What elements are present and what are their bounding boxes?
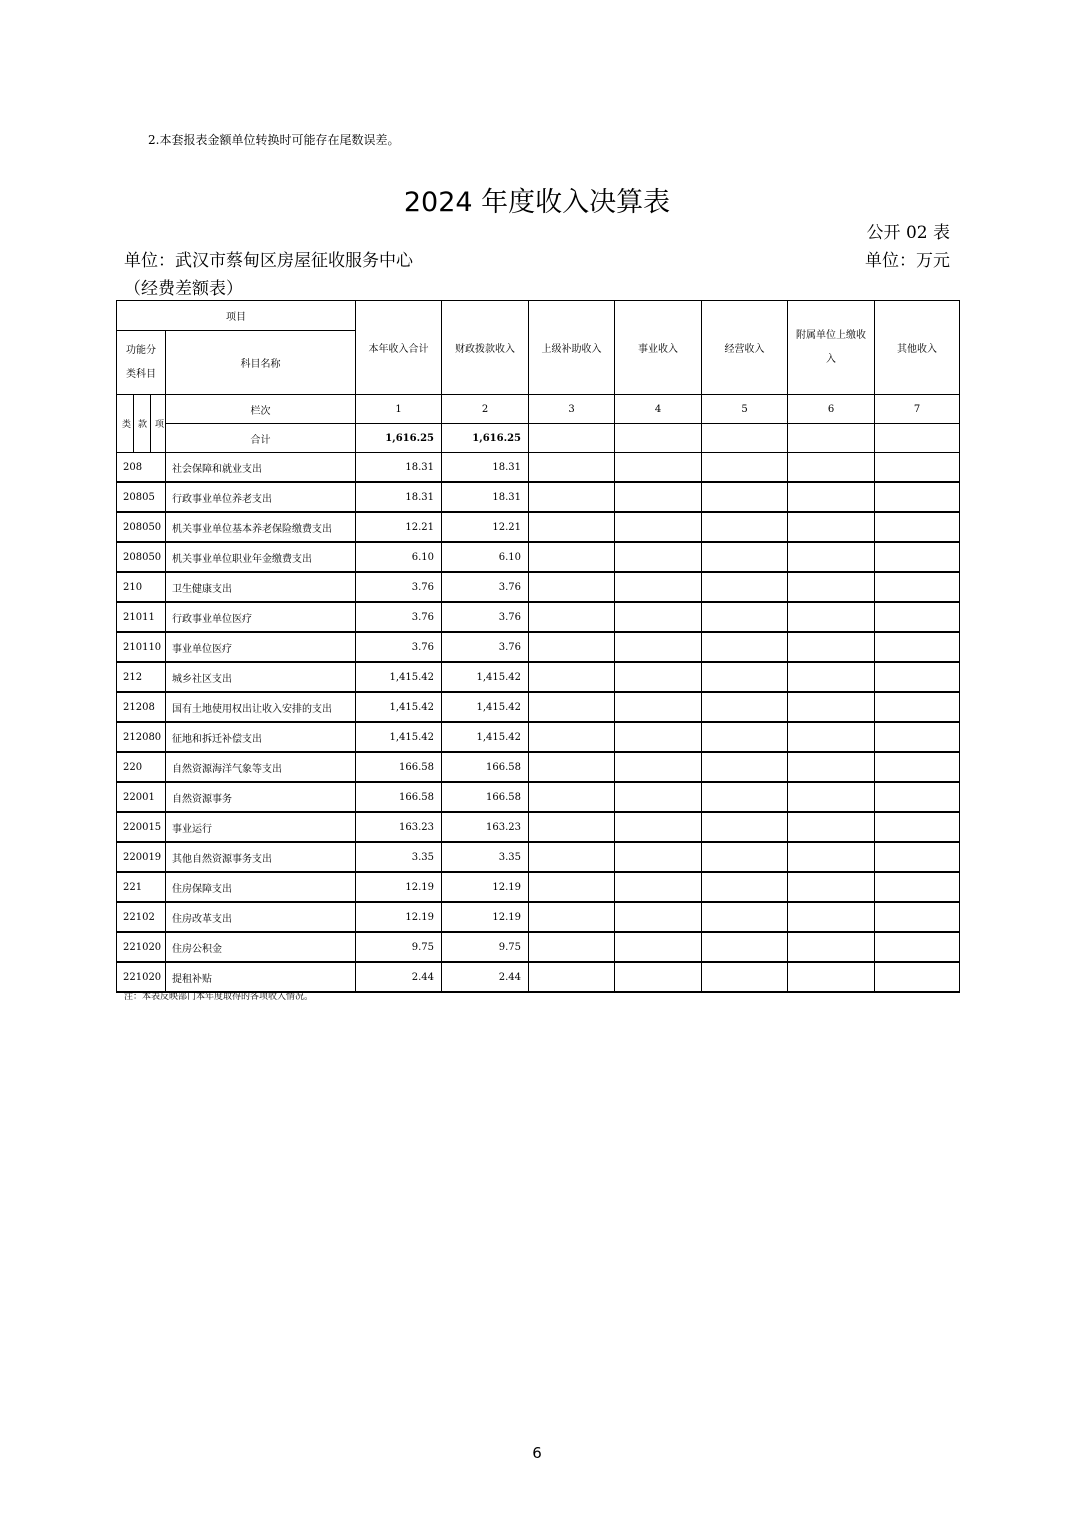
empty-cell bbox=[875, 572, 960, 602]
row-fiscal-income: 3.76 bbox=[442, 632, 529, 662]
bottom-note: 注：本表反映部门本年度取得的各项收入情况。 bbox=[124, 992, 314, 1002]
row-total-income: 12.19 bbox=[356, 872, 442, 902]
row-fiscal-income: 12.21 bbox=[442, 512, 529, 542]
empty-cell bbox=[702, 842, 788, 872]
total-label: 合计 bbox=[166, 424, 356, 453]
row-code: 221020 bbox=[117, 932, 166, 962]
empty-cell bbox=[702, 572, 788, 602]
empty-cell bbox=[875, 902, 960, 932]
header-col-total: 本年收入合计 bbox=[356, 301, 442, 395]
empty-cell bbox=[529, 632, 615, 662]
empty-cell bbox=[875, 662, 960, 692]
empty-cell bbox=[529, 872, 615, 902]
header-subject-name: 科目名称 bbox=[166, 331, 356, 395]
row-name: 其他自然资源事务支出 bbox=[166, 842, 356, 872]
empty-cell bbox=[875, 932, 960, 962]
empty-cell bbox=[788, 842, 875, 872]
header-col-affiliated-line2: 入 bbox=[826, 353, 836, 365]
row-fiscal-income: 166.58 bbox=[442, 752, 529, 782]
col-number: 6 bbox=[788, 395, 875, 424]
empty-cell bbox=[702, 512, 788, 542]
row-total-income: 12.21 bbox=[356, 512, 442, 542]
empty-cell bbox=[615, 512, 702, 542]
table-row bbox=[117, 902, 960, 932]
empty-cell bbox=[529, 453, 615, 483]
empty-cell bbox=[615, 752, 702, 782]
empty-cell bbox=[788, 602, 875, 632]
header-lanci: 栏次 bbox=[166, 395, 356, 424]
table-row bbox=[117, 812, 960, 842]
header-lei: 类 bbox=[122, 420, 132, 430]
empty-cell bbox=[788, 692, 875, 722]
row-fiscal-income: 18.31 bbox=[442, 482, 529, 512]
empty-cell bbox=[702, 602, 788, 632]
empty-cell bbox=[788, 932, 875, 962]
row-code: 210 bbox=[117, 572, 166, 602]
empty-cell bbox=[529, 782, 615, 812]
unit-name: 单位：武汉市蔡甸区房屋征收服务中心 bbox=[124, 251, 413, 271]
empty-cell bbox=[702, 632, 788, 662]
empty-cell bbox=[788, 902, 875, 932]
empty-cell bbox=[788, 512, 875, 542]
row-code: 20805 bbox=[117, 482, 166, 512]
col-number: 1 bbox=[356, 395, 442, 424]
empty-cell bbox=[615, 453, 702, 483]
row-code: 220015 bbox=[117, 812, 166, 842]
income-table bbox=[116, 300, 960, 993]
empty-cell bbox=[788, 662, 875, 692]
empty-cell bbox=[702, 542, 788, 572]
row-fiscal-income: 2.44 bbox=[442, 962, 529, 992]
empty-cell bbox=[788, 962, 875, 992]
table-row bbox=[117, 662, 960, 692]
header-col-other: 其他收入 bbox=[875, 301, 960, 395]
empty-cell bbox=[529, 752, 615, 782]
table-row bbox=[117, 842, 960, 872]
row-fiscal-income: 3.76 bbox=[442, 572, 529, 602]
row-total-income: 2.44 bbox=[356, 962, 442, 992]
row-total-income: 3.76 bbox=[356, 572, 442, 602]
empty-cell bbox=[615, 662, 702, 692]
empty-cell bbox=[702, 872, 788, 902]
empty-cell bbox=[702, 482, 788, 512]
row-fiscal-income: 1,415.42 bbox=[442, 692, 529, 722]
empty-cell bbox=[615, 812, 702, 842]
row-code: 210110 bbox=[117, 632, 166, 662]
row-name: 行政事业单位养老支出 bbox=[166, 482, 356, 512]
row-total-income: 18.31 bbox=[356, 453, 442, 483]
row-fiscal-income: 12.19 bbox=[442, 902, 529, 932]
header-func-class-line1: 功能分 bbox=[126, 344, 156, 356]
empty-cell bbox=[875, 424, 960, 453]
empty-cell bbox=[529, 962, 615, 992]
table-row bbox=[117, 722, 960, 752]
row-code: 221 bbox=[117, 872, 166, 902]
row-total-income: 3.35 bbox=[356, 842, 442, 872]
empty-cell bbox=[702, 752, 788, 782]
empty-cell bbox=[615, 692, 702, 722]
empty-cell bbox=[788, 632, 875, 662]
empty-cell bbox=[875, 872, 960, 902]
empty-cell bbox=[702, 902, 788, 932]
empty-cell bbox=[615, 932, 702, 962]
empty-cell bbox=[875, 692, 960, 722]
col-number: 3 bbox=[529, 395, 615, 424]
empty-cell bbox=[788, 752, 875, 782]
empty-cell bbox=[529, 902, 615, 932]
header-xiang: 项 bbox=[155, 420, 165, 430]
empty-cell bbox=[875, 512, 960, 542]
table-row bbox=[117, 782, 960, 812]
empty-cell bbox=[788, 722, 875, 752]
row-code: 208050 bbox=[117, 512, 166, 542]
empty-cell bbox=[529, 512, 615, 542]
total-fiscal-value: 1,616.25 bbox=[442, 424, 529, 453]
header-func-class bbox=[117, 331, 166, 395]
row-code: 22001 bbox=[117, 782, 166, 812]
row-code: 22102 bbox=[117, 902, 166, 932]
currency-unit: 单位：万元 bbox=[865, 251, 950, 271]
empty-cell bbox=[615, 722, 702, 752]
empty-cell bbox=[615, 572, 702, 602]
empty-cell bbox=[702, 812, 788, 842]
row-code: 221020 bbox=[117, 962, 166, 992]
table-row bbox=[117, 632, 960, 662]
table-row bbox=[117, 932, 960, 962]
table-row bbox=[117, 692, 960, 722]
page-title: 2024 年度收入决算表 bbox=[403, 187, 671, 218]
empty-cell bbox=[875, 782, 960, 812]
empty-cell bbox=[702, 962, 788, 992]
empty-cell bbox=[875, 812, 960, 842]
row-total-income: 1,415.42 bbox=[356, 722, 442, 752]
empty-cell bbox=[875, 632, 960, 662]
empty-cell bbox=[875, 842, 960, 872]
row-code: 220019 bbox=[117, 842, 166, 872]
table-row bbox=[117, 512, 960, 542]
row-fiscal-income: 163.23 bbox=[442, 812, 529, 842]
col-number: 2 bbox=[442, 395, 529, 424]
row-total-income: 12.19 bbox=[356, 902, 442, 932]
header-col-operating: 经营收入 bbox=[702, 301, 788, 395]
empty-cell bbox=[788, 872, 875, 902]
header-kuan: 款 bbox=[138, 420, 148, 430]
row-name: 住房公积金 bbox=[166, 932, 356, 962]
empty-cell bbox=[875, 542, 960, 572]
row-name: 国有土地使用权出让收入安排的支出 bbox=[166, 692, 356, 722]
empty-cell bbox=[615, 782, 702, 812]
empty-cell bbox=[788, 482, 875, 512]
empty-cell bbox=[788, 542, 875, 572]
row-name: 提租补贴 bbox=[166, 962, 356, 992]
row-total-income: 6.10 bbox=[356, 542, 442, 572]
row-fiscal-income: 18.31 bbox=[442, 453, 529, 483]
empty-cell bbox=[788, 572, 875, 602]
header-lei-kuan-xiang bbox=[117, 395, 166, 453]
total-income-value: 1,616.25 bbox=[356, 424, 442, 453]
table-row bbox=[117, 872, 960, 902]
row-total-income: 3.76 bbox=[356, 602, 442, 632]
row-total-income: 9.75 bbox=[356, 932, 442, 962]
table-row bbox=[117, 602, 960, 632]
row-fiscal-income: 9.75 bbox=[442, 932, 529, 962]
row-total-income: 163.23 bbox=[356, 812, 442, 842]
row-code: 21208 bbox=[117, 692, 166, 722]
header-col-affiliated bbox=[788, 301, 875, 395]
row-code: 220 bbox=[117, 752, 166, 782]
row-name: 征地和拆迁补偿支出 bbox=[166, 722, 356, 752]
empty-cell bbox=[615, 602, 702, 632]
empty-cell bbox=[529, 692, 615, 722]
header-col-superior: 上级补助收入 bbox=[529, 301, 615, 395]
row-fiscal-income: 166.58 bbox=[442, 782, 529, 812]
top-note: 2.本套报表金额单位转换时可能存在尾数误差。 bbox=[148, 133, 400, 147]
unit-subtitle: （经费差额表） bbox=[124, 279, 243, 299]
row-name: 事业单位医疗 bbox=[166, 632, 356, 662]
empty-cell bbox=[615, 842, 702, 872]
row-fiscal-income: 3.35 bbox=[442, 842, 529, 872]
empty-cell bbox=[788, 812, 875, 842]
empty-cell bbox=[702, 453, 788, 483]
row-code: 212080 bbox=[117, 722, 166, 752]
empty-cell bbox=[788, 453, 875, 483]
empty-cell bbox=[529, 662, 615, 692]
empty-cell bbox=[529, 722, 615, 752]
table-row bbox=[117, 453, 960, 483]
row-code: 21011 bbox=[117, 602, 166, 632]
row-name: 社会保障和就业支出 bbox=[166, 453, 356, 483]
row-name: 行政事业单位医疗 bbox=[166, 602, 356, 632]
empty-cell bbox=[529, 602, 615, 632]
empty-cell bbox=[529, 572, 615, 602]
row-total-income: 18.31 bbox=[356, 482, 442, 512]
row-total-income: 166.58 bbox=[356, 752, 442, 782]
empty-cell bbox=[529, 542, 615, 572]
empty-cell bbox=[875, 453, 960, 483]
col-number: 5 bbox=[702, 395, 788, 424]
form-code: 公开 02 表 bbox=[866, 223, 950, 243]
empty-cell bbox=[615, 962, 702, 992]
header-col-affiliated-line1: 附属单位上缴收 bbox=[796, 329, 866, 341]
table-row bbox=[117, 752, 960, 782]
empty-cell bbox=[529, 812, 615, 842]
empty-cell bbox=[702, 932, 788, 962]
row-code: 212 bbox=[117, 662, 166, 692]
row-total-income: 3.76 bbox=[356, 632, 442, 662]
row-total-income: 1,415.42 bbox=[356, 692, 442, 722]
row-name: 住房改革支出 bbox=[166, 902, 356, 932]
empty-cell bbox=[788, 782, 875, 812]
row-code: 208 bbox=[117, 453, 166, 483]
empty-cell bbox=[875, 752, 960, 782]
empty-cell bbox=[529, 482, 615, 512]
row-name: 住房保障支出 bbox=[166, 872, 356, 902]
empty-cell bbox=[702, 424, 788, 453]
empty-cell bbox=[875, 722, 960, 752]
row-name: 自然资源海洋气象等支出 bbox=[166, 752, 356, 782]
page-number: 6 bbox=[532, 1444, 542, 1462]
row-fiscal-income: 12.19 bbox=[442, 872, 529, 902]
empty-cell bbox=[875, 962, 960, 992]
row-fiscal-income: 1,415.42 bbox=[442, 662, 529, 692]
header-project: 项目 bbox=[117, 301, 356, 331]
table-row bbox=[117, 482, 960, 512]
row-name: 机关事业单位职业年金缴费支出 bbox=[166, 542, 356, 572]
empty-cell bbox=[702, 782, 788, 812]
empty-cell bbox=[615, 542, 702, 572]
row-name: 卫生健康支出 bbox=[166, 572, 356, 602]
row-name: 城乡社区支出 bbox=[166, 662, 356, 692]
header-col-fiscal: 财政拨款收入 bbox=[442, 301, 529, 395]
empty-cell bbox=[615, 902, 702, 932]
empty-cell bbox=[615, 482, 702, 512]
empty-cell bbox=[702, 722, 788, 752]
table-row bbox=[117, 572, 960, 602]
empty-cell bbox=[788, 424, 875, 453]
row-name: 自然资源事务 bbox=[166, 782, 356, 812]
row-name: 机关事业单位基本养老保险缴费支出 bbox=[166, 512, 356, 542]
empty-cell bbox=[529, 932, 615, 962]
col-number: 4 bbox=[615, 395, 702, 424]
table-row bbox=[117, 962, 960, 992]
row-fiscal-income: 1,415.42 bbox=[442, 722, 529, 752]
header-col-business: 事业收入 bbox=[615, 301, 702, 395]
row-total-income: 166.58 bbox=[356, 782, 442, 812]
row-code: 208050 bbox=[117, 542, 166, 572]
col-number: 7 bbox=[875, 395, 960, 424]
table-row bbox=[117, 542, 960, 572]
empty-cell bbox=[529, 424, 615, 453]
row-fiscal-income: 3.76 bbox=[442, 602, 529, 632]
empty-cell bbox=[875, 482, 960, 512]
empty-cell bbox=[615, 632, 702, 662]
row-name: 事业运行 bbox=[166, 812, 356, 842]
row-fiscal-income: 6.10 bbox=[442, 542, 529, 572]
header-func-class-line2: 类科目 bbox=[126, 368, 156, 380]
empty-cell bbox=[702, 662, 788, 692]
empty-cell bbox=[615, 424, 702, 453]
empty-cell bbox=[702, 692, 788, 722]
empty-cell bbox=[875, 602, 960, 632]
row-total-income: 1,415.42 bbox=[356, 662, 442, 692]
empty-cell bbox=[529, 842, 615, 872]
empty-cell bbox=[615, 872, 702, 902]
